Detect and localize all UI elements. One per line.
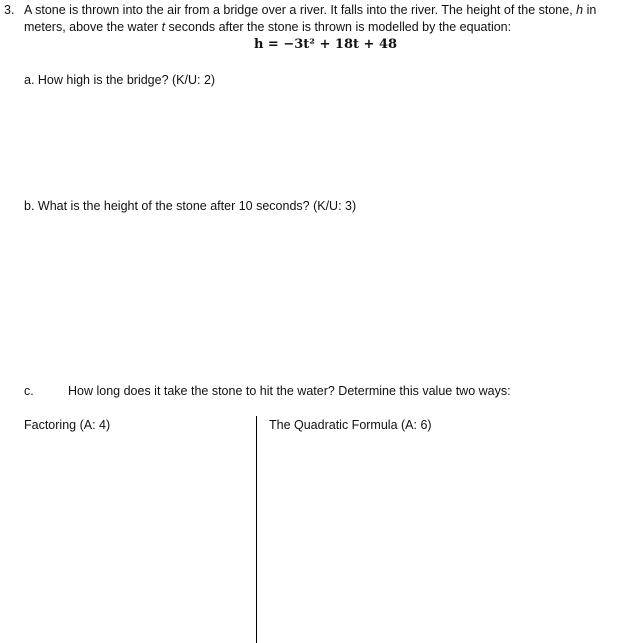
question-text-line-2-start: meters, above the water: [24, 20, 162, 34]
question-text-line-1: [24, 3, 596, 17]
question-text-line-2-end: seconds after the stone is thrown is modelled by the equation:: [165, 20, 512, 34]
question-text-line-1-end: in: [583, 3, 597, 17]
question-number: 3.: [4, 3, 15, 17]
question-text-line-2: [24, 20, 511, 34]
part-a-prompt: a. How high is the bridge? (K/U: 2): [24, 73, 216, 87]
variable-h: h: [576, 3, 584, 17]
part-b-prompt: b. What is the height of the stone after 10 seconds? (K/U: 3): [24, 199, 357, 213]
variable-t: t: [161, 20, 166, 34]
part-c-prompt: How long does it take the stone to hit the water? Determine this value two ways:: [68, 384, 511, 398]
factoring-column-heading: Factoring (A: 4): [24, 418, 111, 432]
part-c-label: c.: [24, 384, 34, 398]
height-equation-text: h = −3t² + 18t + 48: [253, 37, 398, 52]
column-divider: [256, 416, 257, 643]
height-equation: [0, 37, 625, 52]
question-text-line-1-start: A stone is thrown into the air from a bridge over a river. It falls into the river. The height of the stone,: [24, 3, 577, 17]
quadratic-formula-column-heading: The Quadratic Formula (A: 6): [269, 418, 432, 432]
